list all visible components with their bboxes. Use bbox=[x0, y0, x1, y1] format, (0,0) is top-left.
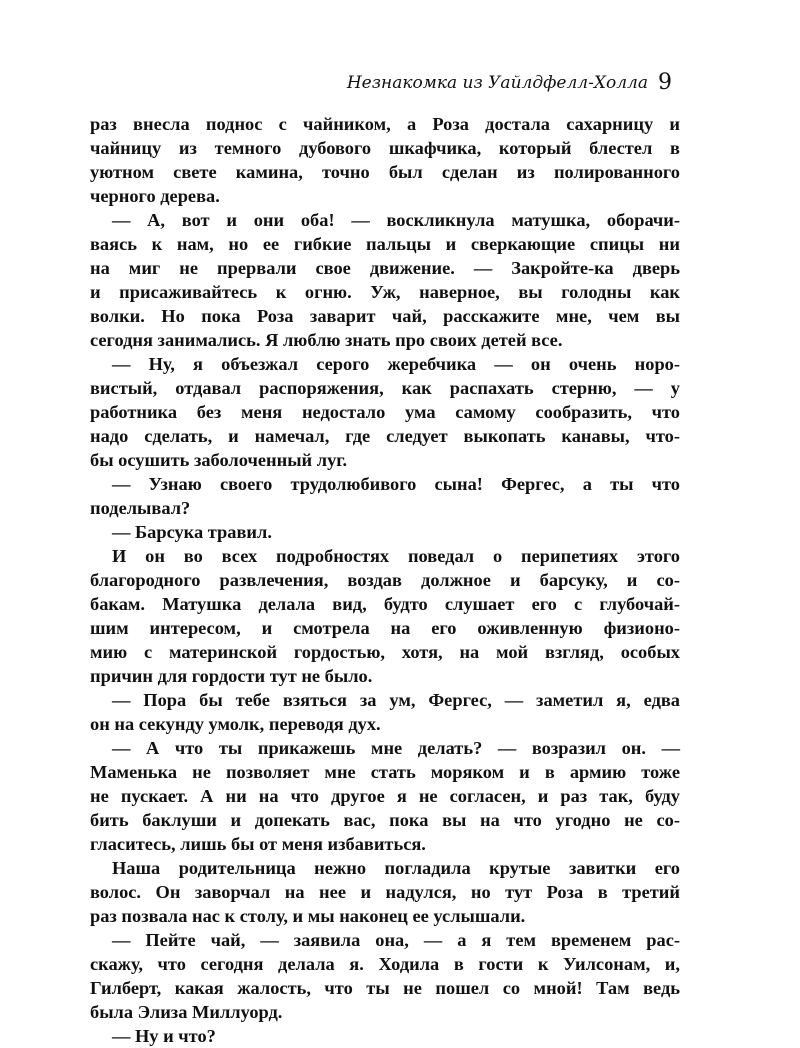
text-line: волки. Но пока Роза заварит чай, расскажите мне, чем вы bbox=[90, 306, 680, 326]
text-line: раз внесла поднос с чайником, а Роза достала сахарницу и bbox=[90, 114, 680, 134]
text-line: И он во всех подробностях поведал о перипетиях этого bbox=[112, 546, 680, 566]
text-line: он на секунду умолк, переводя дух. bbox=[90, 714, 381, 734]
text-line: волос. Он заворчал на нее и надулся, но тут Роза в третий bbox=[90, 882, 680, 902]
text-line: раз позвала нас к столу, и мы наконец ее услышали. bbox=[90, 906, 526, 926]
text-line: — А, вот и они оба! — воскликнула матушка, оборачи- bbox=[112, 210, 680, 230]
text-line: чайницу из темного дубового шкафчика, который блестел в bbox=[90, 138, 680, 158]
text-line: Гилберт, какая жалость, что ты не пошел со мной! Там ведь bbox=[90, 978, 680, 998]
text-line: ваясь к нам, но ее гибкие пальцы и сверкающие спицы ни bbox=[90, 234, 680, 254]
text-line: скажу, что сегодня делала я. Ходила в гости к Уилсонам, и, bbox=[90, 954, 680, 974]
text-line: уютном свете камина, точно был сделан из полированного bbox=[90, 162, 680, 182]
text-line: шим интересом, и смотрела на его оживленную физионо- bbox=[90, 618, 680, 638]
text-line: черного дерева. bbox=[90, 186, 220, 206]
text-line: — Пора бы тебе взяться за ум, Фергес, — заметил я, едва bbox=[112, 690, 680, 710]
text-line: гласитесь, лишь бы от меня избавиться. bbox=[90, 834, 426, 854]
text-line: благородного развлечения, воздав должное и барсуку, и со- bbox=[90, 570, 680, 590]
text-line: — А что ты прикажешь мне делать? — возразил он. — bbox=[112, 738, 680, 758]
text-line: причин для гордости тут не было. bbox=[90, 666, 373, 686]
running-title: Незнакомка из Уайлдфелл-Холла bbox=[346, 73, 648, 93]
text-line: поделывал? bbox=[90, 498, 191, 518]
text-line: — Барсука травил. bbox=[112, 522, 272, 542]
page-number: 9 bbox=[658, 70, 672, 95]
text-line: — Узнаю своего трудолюбивого сына! Фергес, а ты что bbox=[112, 474, 680, 494]
text-line: бы осушить заболоченный луг. bbox=[90, 450, 348, 470]
text-line: Наша родительница нежно погладила крутые завитки его bbox=[112, 858, 680, 878]
running-header bbox=[347, 70, 672, 96]
text-line: была Элиза Миллуорд. bbox=[90, 1002, 283, 1022]
text-line: — Ну, я объезжал серого жеребчика — он очень норо- bbox=[112, 354, 680, 374]
text-line: работника без меня недостало ума самому сообразить, что bbox=[90, 402, 680, 422]
text-line: мию с материнской гордостью, хотя, на мой взгляд, особых bbox=[90, 642, 680, 662]
text-line: — Ну и что? bbox=[112, 1026, 216, 1046]
text-line: надо сделать, и намечал, где следует выкопать канавы, что- bbox=[90, 426, 680, 446]
text-line: и присаживайтесь к огню. Уж, наверное, вы голодны как bbox=[90, 282, 680, 302]
text-line: Маменька не позволяет мне стать моряком и в армию тоже bbox=[90, 762, 680, 782]
text-line: бакам. Матушка делала вид, будто слушает его с глубочай- bbox=[90, 594, 680, 614]
text-line: не пускает. А ни на что другое я не согласен, и раз так, буду bbox=[90, 786, 680, 806]
text-line: — Пейте чай, — заявила она, — а я тем временем рас- bbox=[112, 930, 680, 950]
text-line: вистый, отдавал распоряжения, как распахать стерню, — у bbox=[90, 378, 680, 398]
text-line: сегодня занимались. Я люблю знать про своих детей все. bbox=[90, 330, 563, 350]
text-line: на миг не прервали свое движение. — Закройте-ка дверь bbox=[90, 258, 680, 278]
text-line: бить баклуши и допекать вас, пока вы на что угодно не со- bbox=[90, 810, 680, 830]
body-text bbox=[90, 112, 680, 1048]
